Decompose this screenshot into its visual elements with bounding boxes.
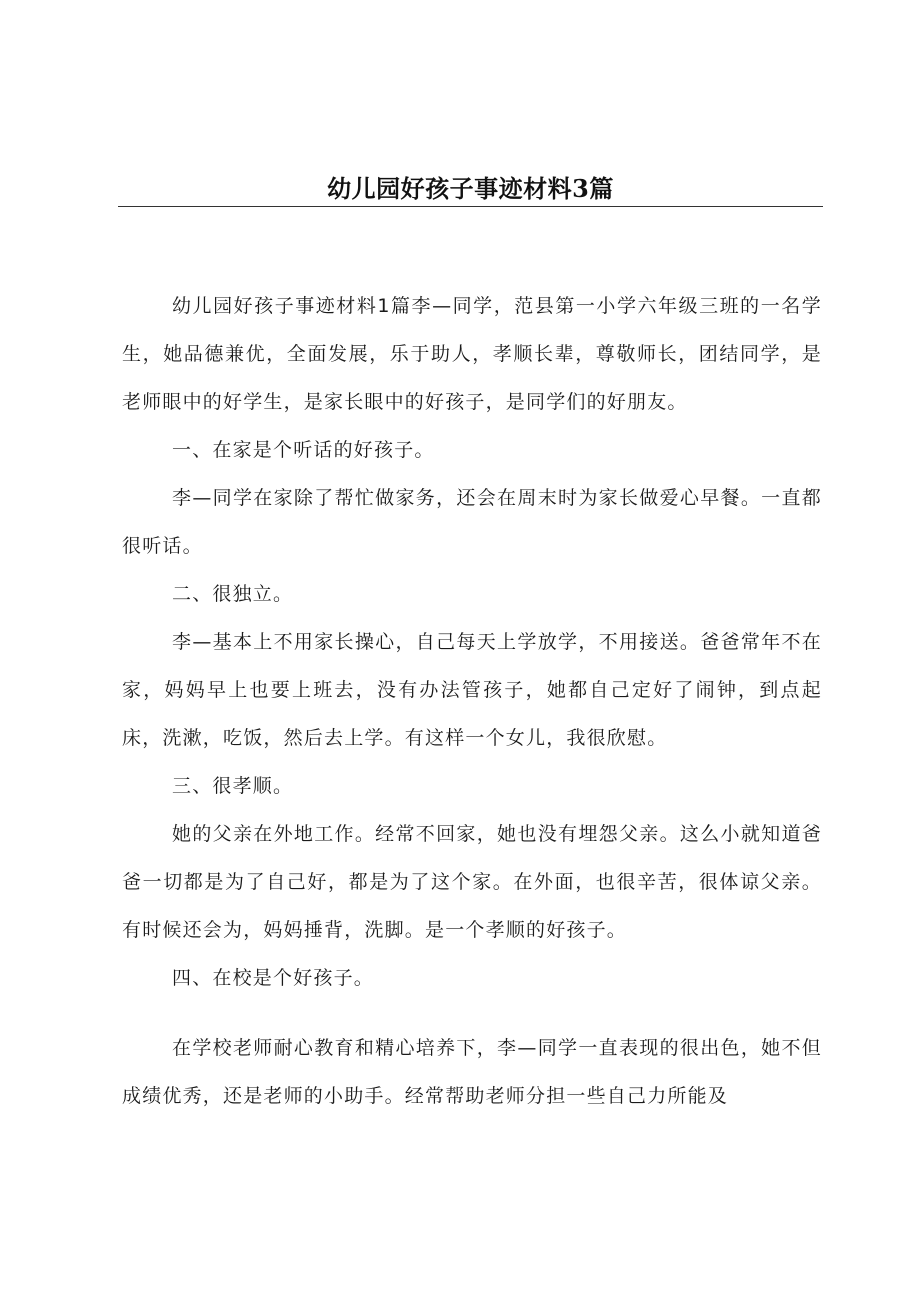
heading-section-1: 一、在家是个听话的好孩子。 xyxy=(172,439,435,461)
paragraph-section-1: 李—同学在家除了帮忙做家务，还会在周末时为家长做爱心早餐。一直都很听话。 xyxy=(122,487,822,557)
heading-section-3: 三、很孝顺。 xyxy=(172,775,294,797)
heading-section-4: 四、在校是个好孩子。 xyxy=(172,967,375,989)
paragraph-section-3: 她的父亲在外地工作。经常不回家，她也没有埋怨父亲。这么小就知道爸爸一切都是为了自己好，都是为了这个家。在外面，也很辛苦，很体谅父亲。有时候还会为，妈妈捶背，洗脚。是一个孝顺的好孩子。 xyxy=(122,823,822,941)
paragraph-intro: 幼儿园好孩子事迹材料1篇李—同学，范县第一小学六年级三班的一名学生，她品德兼优，全面发展，乐于助人，孝顺长辈，尊敬师长，团结同学，是老师眼中的好学生，是家长眼中的好孩子，是同学们的好朋友。 xyxy=(122,295,822,413)
heading-section-2: 二、很独立。 xyxy=(172,583,294,605)
title-block xyxy=(118,172,823,207)
page-title: 幼儿园好孩子事迹材料3篇 xyxy=(327,174,614,203)
document-body xyxy=(122,282,822,1120)
paragraph-section-4: 在学校老师耐心教育和精心培养下，李—同学一直表现的很出色，她不但成绩优秀，还是老师的小助手。经常帮助老师分担一些自己力所能及 xyxy=(122,1037,822,1107)
title-underline xyxy=(118,206,823,207)
paragraph-section-2: 李—基本上不用家长操心，自己每天上学放学，不用接送。爸爸常年不在家，妈妈早上也要上班去，没有办法管孩子，她都自己定好了闹钟，到点起床，洗漱，吃饭，然后去上学。有这样一个女儿，我很欣慰。 xyxy=(122,631,822,749)
